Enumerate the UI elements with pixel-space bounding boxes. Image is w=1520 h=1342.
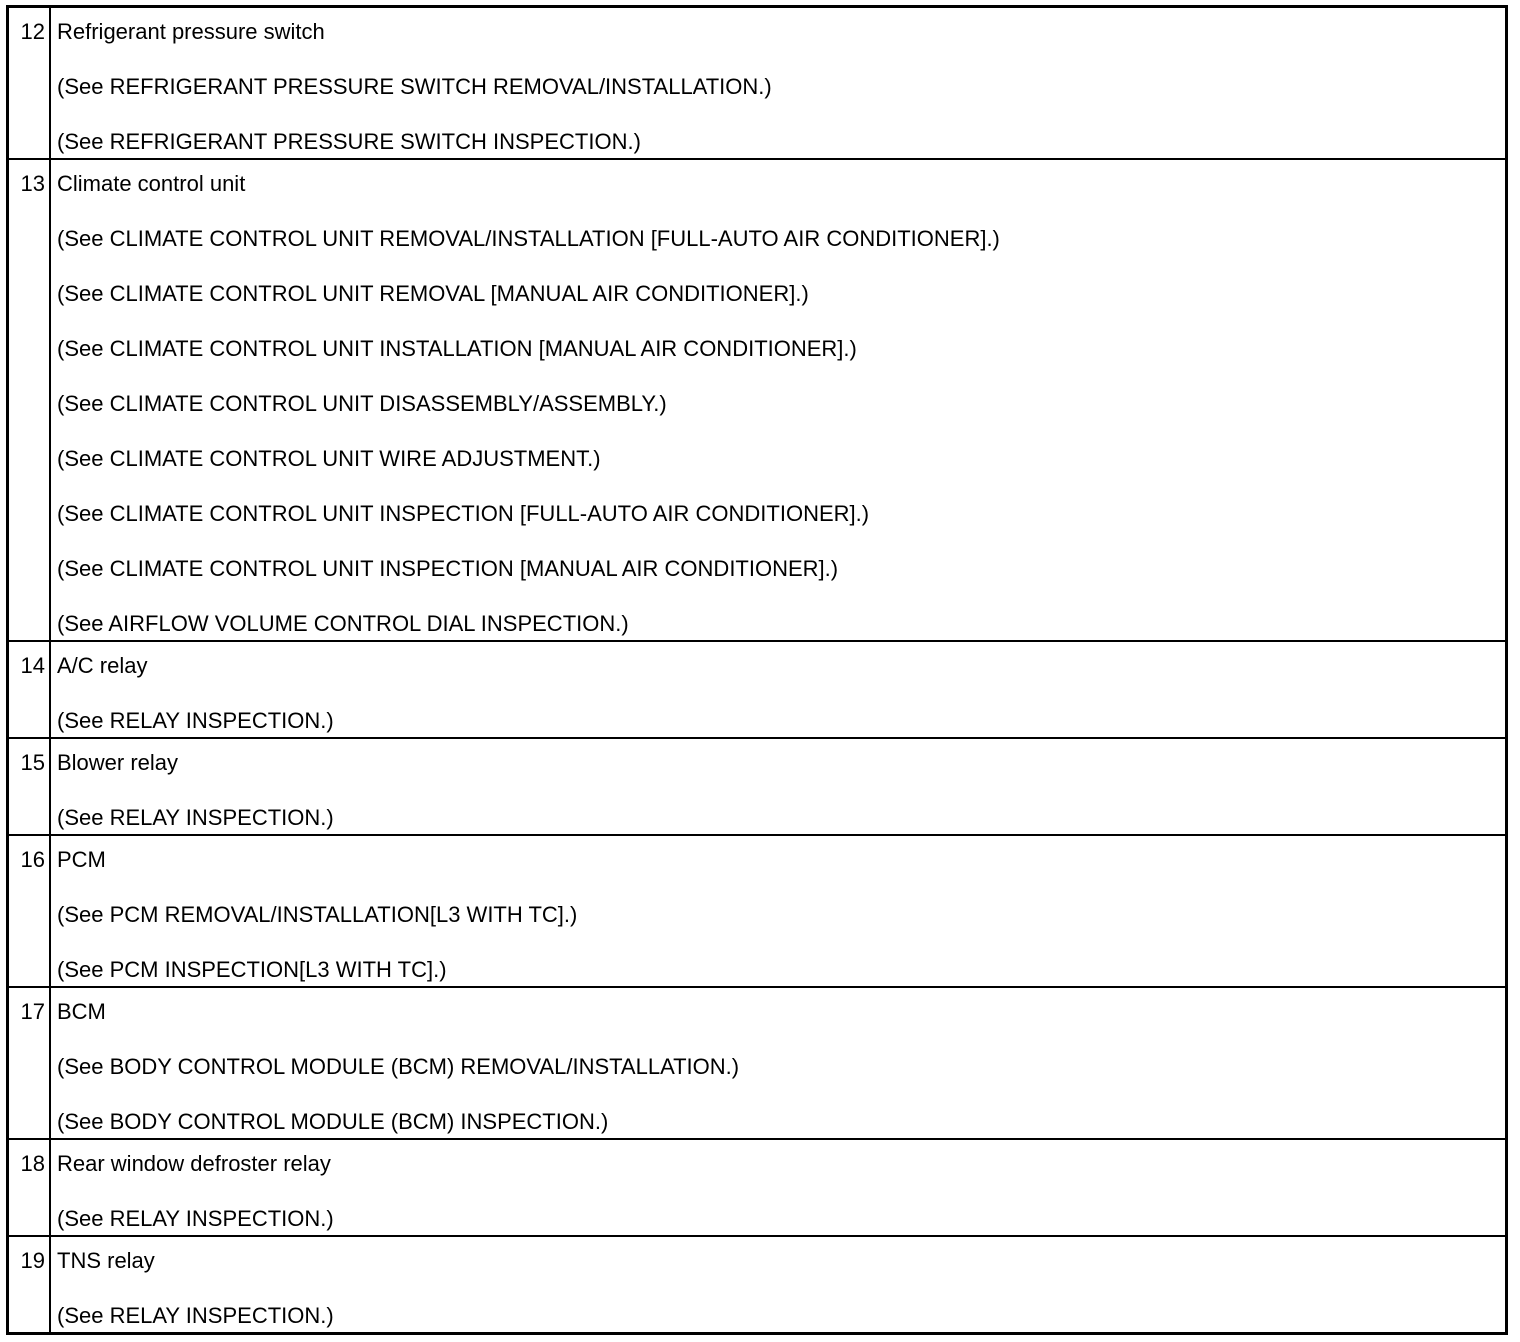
reference-link[interactable]: (See REFRIGERANT PRESSURE SWITCH INSPECTION.) — [57, 129, 641, 154]
row-content — [50, 641, 1507, 738]
reference-link[interactable]: (See CLIMATE CONTROL UNIT INSPECTION [MANUAL AIR CONDITIONER].) — [57, 556, 839, 581]
component-name: Climate control unit — [57, 171, 246, 196]
table-row — [8, 987, 1507, 1139]
reference-link[interactable]: (See CLIMATE CONTROL UNIT REMOVAL/INSTALLATION [FULL-AUTO AIR CONDITIONER].) — [57, 226, 1000, 251]
table-row — [8, 1139, 1507, 1236]
row-number: 13 — [8, 159, 51, 641]
reference-link[interactable]: (See CLIMATE CONTROL UNIT REMOVAL [MANUAL AIR CONDITIONER].) — [57, 281, 809, 306]
reference-link[interactable]: (See CLIMATE CONTROL UNIT INSTALLATION [MANUAL AIR CONDITIONER].) — [57, 336, 857, 361]
reference-link[interactable]: (See CLIMATE CONTROL UNIT DISASSEMBLY/ASSEMBLY.) — [57, 391, 667, 416]
reference-link[interactable]: (See CLIMATE CONTROL UNIT WIRE ADJUSTMENT.) — [57, 446, 601, 471]
reference-link[interactable]: (See RELAY INSPECTION.) — [57, 1303, 334, 1328]
reference-link[interactable]: (See PCM REMOVAL/INSTALLATION[L3 WITH TC].) — [57, 902, 578, 927]
reference-link[interactable]: (See BODY CONTROL MODULE (BCM) INSPECTION.) — [57, 1109, 609, 1134]
row-number: 15 — [8, 738, 51, 835]
row-number: 14 — [8, 641, 51, 738]
component-name: Blower relay — [57, 750, 179, 775]
row-content — [50, 987, 1507, 1139]
component-name: A/C relay — [57, 653, 148, 678]
reference-link[interactable]: (See RELAY INSPECTION.) — [57, 1206, 334, 1231]
table-row — [8, 1236, 1507, 1334]
reference-link[interactable]: (See REFRIGERANT PRESSURE SWITCH REMOVAL/INSTALLATION.) — [57, 74, 772, 99]
component-name: Refrigerant pressure switch — [57, 19, 325, 44]
component-name: Rear window defroster relay — [57, 1151, 331, 1176]
component-name: BCM — [57, 999, 106, 1024]
reference-link[interactable]: (See CLIMATE CONTROL UNIT INSPECTION [FULL-AUTO AIR CONDITIONER].) — [57, 501, 870, 526]
row-content — [50, 738, 1507, 835]
row-content — [50, 159, 1507, 641]
row-number: 18 — [8, 1139, 51, 1236]
component-name: TNS relay — [57, 1248, 155, 1273]
row-number: 16 — [8, 835, 51, 987]
reference-link[interactable]: (See RELAY INSPECTION.) — [57, 708, 334, 733]
row-content — [50, 7, 1507, 160]
component-reference-table — [6, 5, 1508, 1335]
table-row — [8, 641, 1507, 738]
row-number: 19 — [8, 1236, 51, 1334]
table-row — [8, 159, 1507, 641]
row-content — [50, 1139, 1507, 1236]
row-content — [50, 835, 1507, 987]
table-row — [8, 835, 1507, 987]
reference-link[interactable]: (See RELAY INSPECTION.) — [57, 805, 334, 830]
reference-link[interactable]: (See AIRFLOW VOLUME CONTROL DIAL INSPECTION.) — [57, 611, 629, 636]
table-row — [8, 7, 1507, 160]
row-number: 12 — [8, 7, 51, 160]
reference-link[interactable]: (See PCM INSPECTION[L3 WITH TC].) — [57, 957, 447, 982]
row-number: 17 — [8, 987, 51, 1139]
table-row — [8, 738, 1507, 835]
reference-link[interactable]: (See BODY CONTROL MODULE (BCM) REMOVAL/INSTALLATION.) — [57, 1054, 740, 1079]
row-content — [50, 1236, 1507, 1334]
component-name: PCM — [57, 847, 106, 872]
